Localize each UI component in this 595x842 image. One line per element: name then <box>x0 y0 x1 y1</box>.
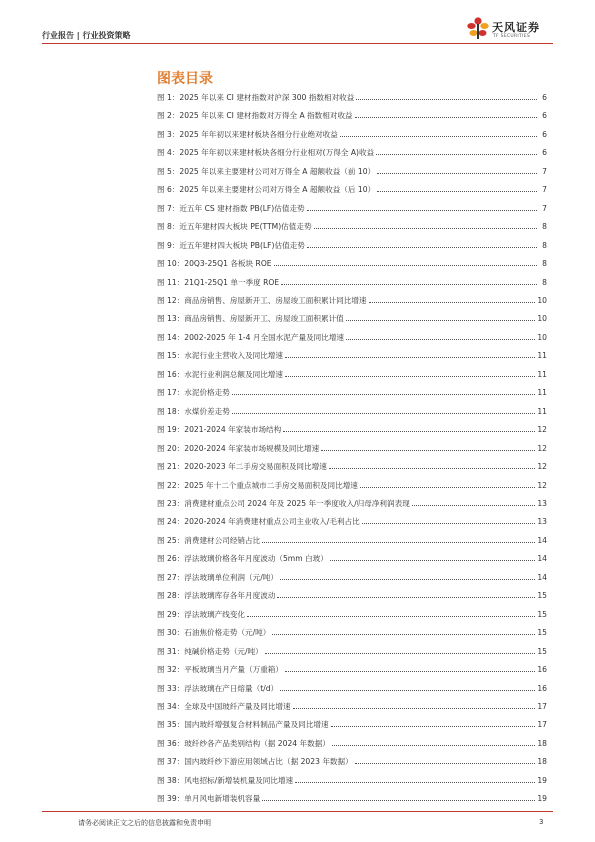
toc-entry-label[interactable]: 图 4：2025 年年初以来建材板块各细分行业相对(万得全 A)收益 <box>157 148 375 158</box>
toc-entry-page[interactable]: 16 <box>537 683 547 693</box>
toc-entry-label[interactable]: 图 38：风电招标/新增装机量及同比增速 <box>157 775 294 785</box>
toc-leader-dots <box>346 338 535 340</box>
toc-entry-page[interactable]: 15 <box>537 646 547 656</box>
toc-entry-label[interactable]: 图 33：浮法玻璃在产日熔量（t/d） <box>157 683 279 693</box>
toc-entry[interactable] <box>157 719 547 737</box>
toc-entry-page[interactable]: 7 <box>542 166 547 176</box>
toc-entry-page[interactable]: 18 <box>537 738 547 748</box>
toc-entry[interactable] <box>157 793 547 811</box>
toc-entry-page[interactable]: 6 <box>542 111 547 121</box>
toc-leader-dots <box>330 559 536 561</box>
toc-entry[interactable] <box>157 221 547 239</box>
toc-leader-dots <box>360 486 535 488</box>
toc-leader-dots <box>307 246 537 248</box>
toc-leader-dots <box>262 799 535 801</box>
toc-entry[interactable] <box>157 664 547 682</box>
toc-entry[interactable] <box>157 701 547 719</box>
toc-entry[interactable] <box>157 498 547 516</box>
toc-entry-page[interactable]: 11 <box>537 351 547 361</box>
toc-entry[interactable] <box>157 369 547 387</box>
toc-entry-page[interactable]: 12 <box>537 462 547 472</box>
toc-entry-page[interactable]: 6 <box>542 93 547 102</box>
toc-entry-label[interactable]: 图 13：商品房销售、房屋新开工、房屋竣工面积累计值 <box>157 314 344 324</box>
toc-entry-page[interactable]: 19 <box>537 794 547 804</box>
toc-entry[interactable] <box>157 313 547 331</box>
toc-leader-dots <box>232 393 536 395</box>
toc-leader-dots <box>281 283 537 285</box>
toc-entry-label[interactable]: 图 18：水煤价差走势 <box>157 406 230 416</box>
toc-entry[interactable] <box>157 258 547 276</box>
toc-entry-page[interactable]: 8 <box>542 277 547 287</box>
toc-entry-page[interactable]: 8 <box>542 240 547 250</box>
toc-entry[interactable] <box>157 516 547 534</box>
toc-entry-page[interactable]: 17 <box>537 701 547 711</box>
toc-entry-page[interactable]: 16 <box>537 665 547 675</box>
toc-entry-label[interactable]: 图 20：2020-2024 年家装市场规模及同比增速 <box>157 443 320 453</box>
toc-entry[interactable] <box>157 443 547 461</box>
toc-entry-page[interactable]: 8 <box>542 259 547 269</box>
toc-entry-label[interactable]: 图 6：2025 年以来主要建材公司对万得全 A 超额收益（后 10） <box>157 185 376 195</box>
toc-entry-page[interactable]: 7 <box>542 203 547 213</box>
toc-entry[interactable] <box>157 110 547 128</box>
toc-entry-label[interactable]: 图 7：近五年 CS 建材指数 PB(LF)估值走势 <box>157 203 305 213</box>
toc-entry-page[interactable]: 13 <box>537 517 547 527</box>
toc-entry[interactable] <box>157 683 547 701</box>
toc-leader-dots <box>332 744 535 746</box>
toc-entry-page[interactable]: 13 <box>537 498 547 508</box>
toc-leader-dots <box>272 633 535 635</box>
tf-securities-logo-icon <box>466 16 490 40</box>
toc-entry-page[interactable]: 12 <box>537 480 547 490</box>
toc-leader-dots <box>274 264 537 266</box>
toc-entry[interactable] <box>157 166 547 184</box>
toc-leader-dots <box>280 578 535 580</box>
footer-disclaimer: 请务必阅读正文之后的信息披露和免责申明 <box>78 819 211 827</box>
toc-entry[interactable] <box>157 350 547 368</box>
toc-leader-dots <box>280 689 535 691</box>
toc-leader-dots <box>356 98 537 100</box>
toc-entry-label[interactable]: 图 1：2025 年以来 CI 建材指数对沪深 300 指数相对收益 <box>157 93 355 102</box>
toc-entry-page[interactable]: 6 <box>542 148 547 158</box>
toc-entry[interactable] <box>157 147 547 165</box>
toc-leader-dots <box>369 301 536 303</box>
toc-entry-label[interactable]: 图 12：商品房销售、房屋新开工、房屋竣工面积累计同比增速 <box>157 295 367 305</box>
toc-entry-page[interactable]: 15 <box>537 591 547 601</box>
toc-entry[interactable] <box>157 480 547 498</box>
toc-entry[interactable] <box>157 553 547 571</box>
toc-entry-label[interactable]: 图 14：2002-2025 年 1-4 月全国水泥产量及同比增速 <box>157 332 345 342</box>
toc-entry-label[interactable]: 图 28：浮法玻璃库存各年月度波动 <box>157 591 276 601</box>
toc-entry-label[interactable]: 图 24：2020-2024 年消费建材重点公司主业收入/毛利占比 <box>157 517 360 527</box>
header-divider <box>42 43 553 44</box>
toc-entry-page[interactable]: 15 <box>537 609 547 619</box>
toc-entry-label[interactable]: 图 21：2020-2023 年二手房交易面积及同比增速 <box>157 462 327 472</box>
toc-entry-label[interactable]: 图 15：水泥行业主营收入及同比增速 <box>157 351 283 361</box>
toc-entry-page[interactable]: 6 <box>542 129 547 139</box>
toc-entry-label[interactable]: 图 30：石油焦价格走势（元/吨） <box>157 628 271 638</box>
toc-leader-dots <box>377 190 537 192</box>
toc-entry[interactable] <box>157 184 547 202</box>
toc-leader-dots <box>285 356 535 358</box>
toc-entry-page[interactable]: 12 <box>537 443 547 453</box>
toc-entry[interactable] <box>157 738 547 756</box>
toc-entry[interactable] <box>157 590 547 608</box>
toc-entry-page[interactable]: 17 <box>537 720 547 730</box>
tf-securities-logo <box>466 16 556 42</box>
toc-entry[interactable] <box>157 92 547 110</box>
toc-leader-dots <box>376 153 537 155</box>
toc-entry-label[interactable]: 图 23：消费建材重点公司 2024 年及 2025 年一季度收入/归母净利润表现 <box>157 498 410 508</box>
toc-leader-dots <box>247 615 535 617</box>
toc-leader-dots <box>321 449 535 451</box>
toc-entry-page[interactable]: 15 <box>537 628 547 638</box>
toc-entry[interactable] <box>157 646 547 664</box>
toc-entry[interactable] <box>157 535 547 553</box>
toc-leader-dots <box>329 467 536 469</box>
logo-chinese-name: 天风证券 <box>492 21 540 34</box>
toc-entry[interactable] <box>157 461 547 479</box>
toc-leader-dots <box>377 172 537 174</box>
toc-leader-dots <box>314 227 537 229</box>
toc-entry-label[interactable]: 图 31：纯碱价格走势（元/吨） <box>157 646 263 656</box>
toc-entry-label[interactable]: 图 5：2025 年以来主要建材公司对万得全 A 超额收益（前 10） <box>157 166 376 176</box>
toc-leader-dots <box>355 116 537 118</box>
toc-entry-label[interactable]: 图 39：单月风电新增装机容量 <box>157 794 261 804</box>
toc-entry-label[interactable]: 图 17：水泥价格走势 <box>157 388 230 398</box>
toc-entry-label[interactable]: 图 16：水泥行业利润总额及同比增速 <box>157 369 283 379</box>
toc-entry-page[interactable]: 10 <box>537 295 547 305</box>
toc-leader-dots <box>283 430 535 432</box>
toc-entry[interactable] <box>157 129 547 147</box>
toc-entry[interactable] <box>157 775 547 793</box>
toc-entry-page[interactable]: 11 <box>537 406 547 416</box>
toc-leader-dots <box>355 762 536 764</box>
toc-leader-dots <box>262 541 535 543</box>
toc-entry-page[interactable]: 19 <box>537 775 547 785</box>
toc-leader-dots <box>285 375 535 377</box>
toc-leader-dots <box>307 209 537 211</box>
toc-entry-label[interactable]: 图 2：2025 年以来 CI 建材指数对万得全 A 指数相对收益 <box>157 111 353 121</box>
toc-leader-dots <box>340 135 537 137</box>
toc-entry-page[interactable]: 14 <box>537 572 547 582</box>
toc-entry-label[interactable]: 图 10：20Q3-25Q1 各板块 ROE <box>157 259 272 269</box>
toc-entry-page[interactable]: 7 <box>542 185 547 195</box>
toc-entry-label[interactable]: 图 32：平板玻璃当月产量（万重箱） <box>157 665 283 675</box>
footer-divider <box>42 811 553 812</box>
toc-entry-page[interactable]: 12 <box>537 425 547 435</box>
toc-entry-page[interactable]: 14 <box>537 535 547 545</box>
toc-leader-dots <box>293 707 536 709</box>
toc-entry-label[interactable]: 图 25：消费建材公司经销占比 <box>157 535 261 545</box>
toc-leader-dots <box>331 725 536 727</box>
toc-entry-page[interactable]: 18 <box>537 757 547 767</box>
figure-list <box>157 92 547 812</box>
toc-leader-dots <box>362 522 536 524</box>
toc-title: 图表目录 <box>157 71 213 87</box>
toc-leader-dots <box>232 412 536 414</box>
toc-entry[interactable] <box>157 756 547 774</box>
toc-entry[interactable] <box>157 277 547 295</box>
toc-entry-label[interactable]: 图 36：玻纤纱各产品类别结构（据 2024 年数据） <box>157 738 330 748</box>
toc-entry-label[interactable]: 图 37：国内玻纤纱下游应用领域占比（据 2023 年数据） <box>157 757 353 767</box>
toc-entry-label[interactable]: 图 26：浮法玻璃价格各年月度波动（5mm 白玻） <box>157 554 328 564</box>
toc-entry-page[interactable]: 14 <box>537 554 547 564</box>
toc-entry[interactable] <box>157 627 547 645</box>
toc-entry[interactable] <box>157 406 547 424</box>
toc-entry[interactable] <box>157 240 547 258</box>
toc-entry-label[interactable]: 图 35：国内玻纤增强复合材料制品产量及同比增速 <box>157 720 329 730</box>
toc-entry-label[interactable]: 图 29：浮法玻璃产线变化 <box>157 609 246 619</box>
toc-leader-dots <box>285 670 535 672</box>
toc-entry-label[interactable]: 图 11：21Q1-25Q1 单一季度 ROE <box>157 277 280 287</box>
toc-entry-label[interactable]: 图 9：近五年建材四大板块 PB(LF)估值走势 <box>157 240 305 250</box>
toc-entry[interactable] <box>157 203 547 221</box>
toc-leader-dots <box>295 781 535 783</box>
logo-english-name: TF SECURITIES <box>493 34 531 39</box>
toc-entry-label[interactable]: 图 22：2025 年十二个重点城市二手房交易面积及同比增速 <box>157 480 358 490</box>
toc-entry-label[interactable]: 图 27：浮法玻璃单位利润（元/吨） <box>157 572 278 582</box>
toc-entry-label[interactable]: 图 34：全球及中国玻纤产量及同比增速 <box>157 701 291 711</box>
toc-leader-dots <box>346 319 536 321</box>
toc-entry-label[interactable]: 图 19：2021-2024 年家装市场结构 <box>157 425 282 435</box>
toc-entry[interactable] <box>157 572 547 590</box>
toc-entry-page[interactable]: 11 <box>537 388 547 398</box>
report-category: 行业报告 | 行业投资策略 <box>42 31 131 40</box>
toc-entry-page[interactable]: 10 <box>537 314 547 324</box>
toc-leader-dots <box>412 504 536 506</box>
toc-leader-dots <box>265 652 536 654</box>
page-number: 3 <box>539 818 544 826</box>
toc-entry[interactable] <box>157 424 547 442</box>
toc-leader-dots <box>277 596 535 598</box>
toc-entry-label[interactable]: 图 8：近五年建材四大板块 PE(TTM)估值走势 <box>157 222 312 232</box>
toc-entry-label[interactable]: 图 3：2025 年年初以来建材板块各细分行业绝对收益 <box>157 129 338 139</box>
toc-entry[interactable] <box>157 387 547 405</box>
toc-entry-page[interactable]: 11 <box>537 369 547 379</box>
toc-entry-page[interactable]: 8 <box>542 222 547 232</box>
toc-entry[interactable] <box>157 332 547 350</box>
toc-entry-page[interactable]: 10 <box>537 332 547 342</box>
toc-entry[interactable] <box>157 609 547 627</box>
toc-entry[interactable] <box>157 295 547 313</box>
